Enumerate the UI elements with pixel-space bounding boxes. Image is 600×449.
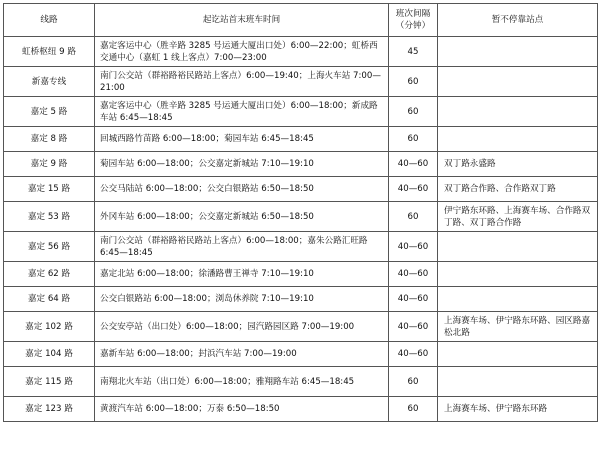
cell-interval: 60	[389, 127, 438, 152]
cell-line: 嘉定 15 路	[4, 177, 95, 202]
header-interval-line1: 班次间隔	[395, 9, 431, 19]
cell-times: 公交马陆站 6:00—18:00；公交白银路站 6:50—18:50	[95, 177, 389, 202]
table-row	[4, 367, 598, 397]
cell-line: 虹桥枢纽 9 路	[4, 37, 95, 67]
cell-interval: 40—60	[389, 177, 438, 202]
cell-interval: 60	[389, 397, 438, 422]
header-line: 线路	[4, 4, 95, 37]
cell-skip: 上海赛车场、伊宁路东环路	[438, 397, 598, 422]
cell-skip	[438, 232, 598, 262]
cell-times: 嘉定客运中心（胜辛路 3285 号运通大厦出口处）6:00—18:00；新成路车站 6:45—18:45	[95, 97, 389, 127]
cell-line: 嘉定 123 路	[4, 397, 95, 422]
cell-interval: 40—60	[389, 287, 438, 312]
cell-interval: 40—60	[389, 342, 438, 367]
cell-times: 南门公交站（群裕路裕民路站上客点）6:00—19:40；上海火车站 7:00—21:00	[95, 67, 389, 97]
cell-line: 嘉定 8 路	[4, 127, 95, 152]
cell-line: 嘉定 115 路	[4, 367, 95, 397]
cell-times: 公交安亭站（出口处）6:00—18:00；园汽路园区路 7:00—19:00	[95, 312, 389, 342]
table-row	[4, 397, 598, 422]
cell-skip	[438, 67, 598, 97]
cell-times: 菊园车站 6:00—18:00；公交嘉定新城站 7:10—19:10	[95, 152, 389, 177]
table-row	[4, 177, 598, 202]
cell-interval: 60	[389, 97, 438, 127]
cell-line: 嘉定 5 路	[4, 97, 95, 127]
table-row	[4, 202, 598, 232]
cell-interval: 45	[389, 37, 438, 67]
bus-schedule-sheet	[3, 3, 598, 422]
table-row	[4, 287, 598, 312]
cell-line: 嘉定 102 路	[4, 312, 95, 342]
cell-skip: 上海赛车场、伊宁路东环路、园区路嘉松北路	[438, 312, 598, 342]
cell-line: 新嘉专线	[4, 67, 95, 97]
table-row	[4, 262, 598, 287]
cell-interval: 40—60	[389, 152, 438, 177]
cell-times: 嘉定北站 6:00—18:00；徐潘路曹王禅寺 7:10—19:10	[95, 262, 389, 287]
table-row	[4, 152, 598, 177]
header-times: 起讫站首末班车时间	[95, 4, 389, 37]
table-row	[4, 97, 598, 127]
cell-skip	[438, 97, 598, 127]
header-skip: 暂不停靠站点	[438, 4, 598, 37]
cell-interval: 60	[389, 202, 438, 232]
cell-line: 嘉定 62 路	[4, 262, 95, 287]
cell-line: 嘉定 9 路	[4, 152, 95, 177]
cell-line: 嘉定 53 路	[4, 202, 95, 232]
cell-interval: 40—60	[389, 312, 438, 342]
table-row	[4, 37, 598, 67]
cell-skip	[438, 262, 598, 287]
cell-times: 南门公交站（群裕路裕民路站上客点）6:00—18:00；嘉朱公路汇旺路 6:45—18:45	[95, 232, 389, 262]
table-row	[4, 232, 598, 262]
cell-times: 外冈车站 6:00—18:00；公交嘉定新城站 6:50—18:50	[95, 202, 389, 232]
cell-skip	[438, 367, 598, 397]
cell-line: 嘉定 64 路	[4, 287, 95, 312]
table-row	[4, 342, 598, 367]
cell-times: 南翔北火车站（出口处）6:00—18:00；雅翔路车站 6:45—18:45	[95, 367, 389, 397]
cell-times: 回城西路竹苗路 6:00—18:00；菊园车站 6:45—18:45	[95, 127, 389, 152]
cell-times: 公交白银路站 6:00—18:00；浏岛休养院 7:10—19:10	[95, 287, 389, 312]
cell-times: 黄渡汽车站 6:00—18:00；万泰 6:50—18:50	[95, 397, 389, 422]
header-interval-line2: （分钟）	[395, 21, 431, 31]
cell-skip: 双丁路永盛路	[438, 152, 598, 177]
cell-interval: 40—60	[389, 232, 438, 262]
header-interval	[389, 4, 438, 37]
cell-interval: 60	[389, 67, 438, 97]
cell-times: 嘉新车站 6:00—18:00；封浜汽车站 7:00—19:00	[95, 342, 389, 367]
cell-skip	[438, 127, 598, 152]
cell-skip	[438, 287, 598, 312]
table-header-row	[4, 4, 598, 37]
cell-interval: 60	[389, 367, 438, 397]
cell-times: 嘉定客运中心（胜辛路 3285 号运通大厦出口处）6:00—22:00；虹桥西交通中心（嘉虹 1 线上客点）7:00—23:00	[95, 37, 389, 67]
cell-skip: 双丁路合作路、合作路双丁路	[438, 177, 598, 202]
cell-interval: 40—60	[389, 262, 438, 287]
cell-skip: 伊宁路东环路、上海赛车场、合作路双丁路、双丁路合作路	[438, 202, 598, 232]
table-row	[4, 67, 598, 97]
cell-line: 嘉定 56 路	[4, 232, 95, 262]
bus-schedule-table	[3, 3, 598, 422]
table-row	[4, 312, 598, 342]
table-row	[4, 127, 598, 152]
cell-line: 嘉定 104 路	[4, 342, 95, 367]
cell-skip	[438, 342, 598, 367]
cell-skip	[438, 37, 598, 67]
